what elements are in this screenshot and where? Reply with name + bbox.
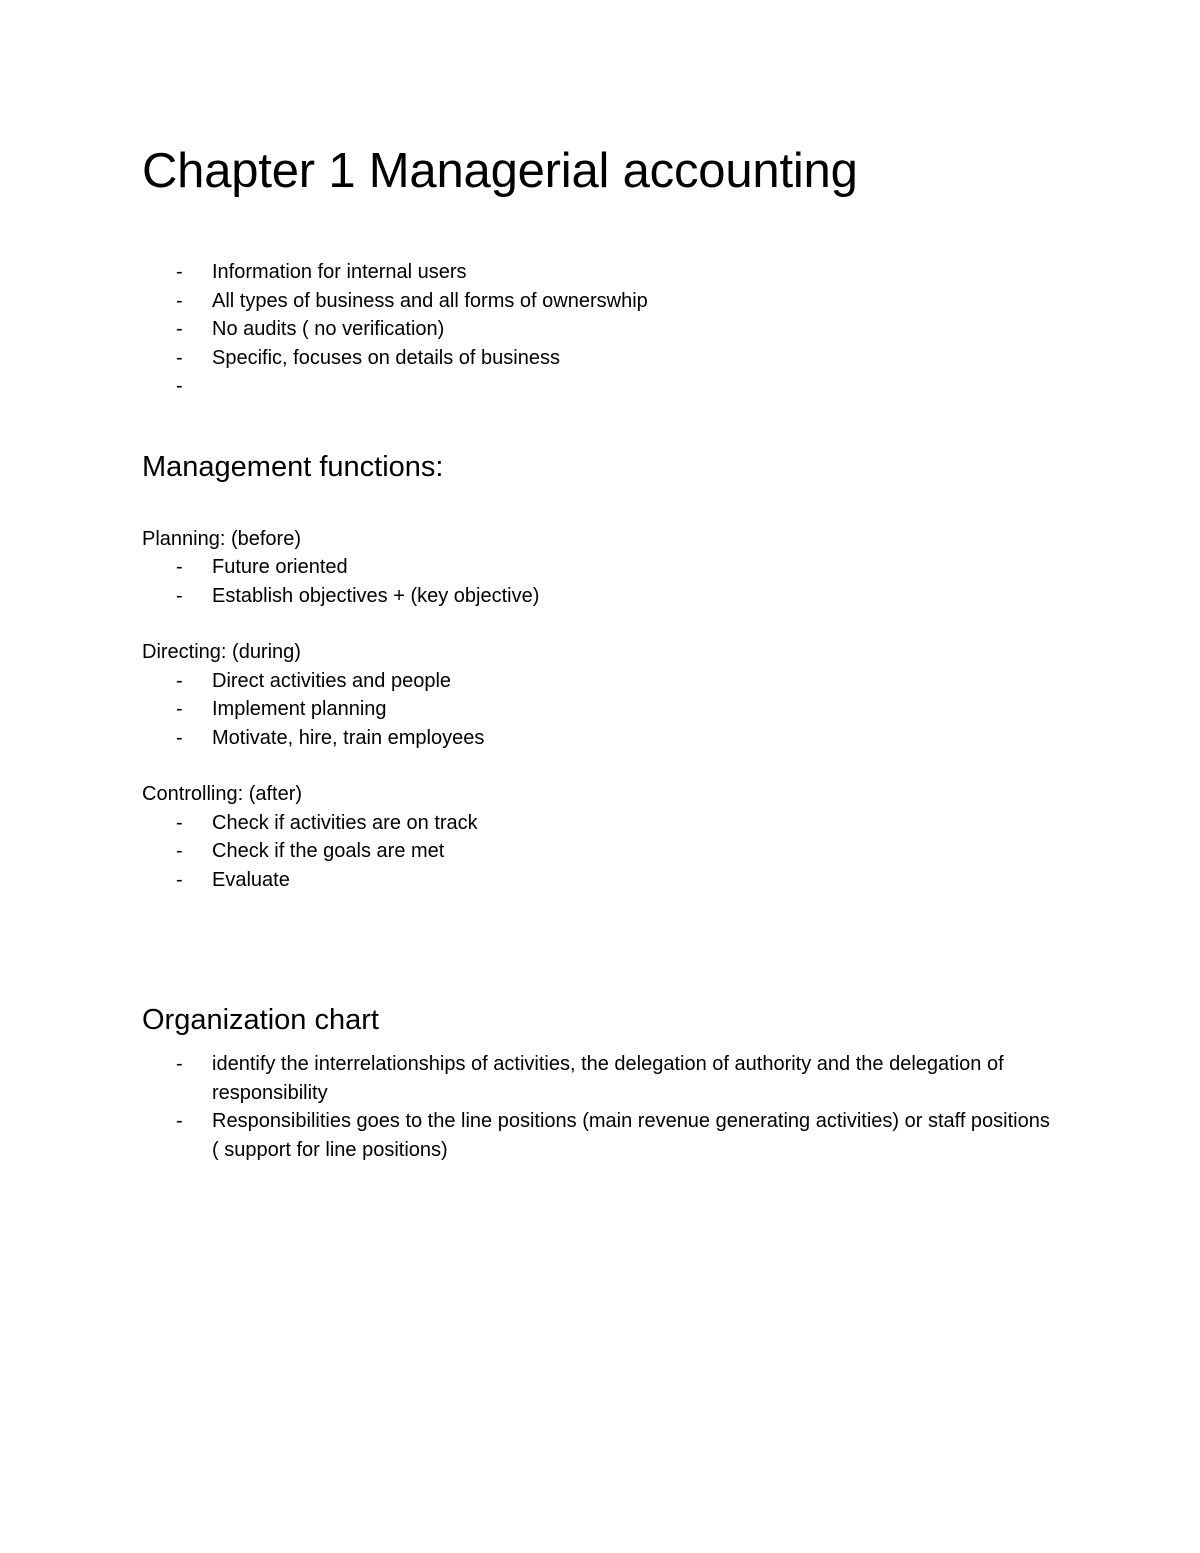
list-item-text: Evaluate xyxy=(212,868,290,891)
directing-label: Directing: (during) xyxy=(142,641,301,663)
list-item-text: Check if activities are on track xyxy=(212,811,478,834)
list-item xyxy=(142,315,1062,344)
bullet-marker: - xyxy=(176,698,183,720)
list-item-text: identify the interrelationships of activities, the delegation of authority and the delegation of responsibility xyxy=(212,1053,1004,1104)
planning-label: Planning: (before) xyxy=(142,527,301,550)
section-heading-organization-chart: Organization chart xyxy=(142,1004,379,1036)
section-heading-management: Management functions: xyxy=(142,450,444,483)
bullet-marker: - xyxy=(176,289,183,312)
bullet-marker: - xyxy=(176,811,183,834)
list-item xyxy=(142,866,1062,895)
controlling-label: Controlling: (after) xyxy=(142,783,303,805)
list-item-text: All types of business and all forms of ownerswhip xyxy=(212,289,648,312)
list-item xyxy=(142,667,1062,696)
list-item-text: Check if the goals are met xyxy=(212,840,445,862)
list-item xyxy=(142,344,1062,373)
list-item-text: Responsibilities goes to the line positions (main revenue generating activities) or staff positions ( support for line positions) xyxy=(212,1110,1050,1161)
list-item xyxy=(142,287,1062,316)
page-title: Chapter 1 Managerial accounting xyxy=(142,144,858,198)
bullet-marker: - xyxy=(176,584,183,607)
bullet-marker: - xyxy=(176,318,183,340)
list-item xyxy=(142,837,1062,866)
list-item xyxy=(142,582,1062,611)
list-item xyxy=(142,1107,1062,1164)
list-item-text: Establish objectives + (key objective) xyxy=(212,584,540,607)
organization-chart-bullet-list xyxy=(142,1050,1062,1164)
bullet-marker: - xyxy=(176,840,183,862)
list-item-text: No audits ( no verification) xyxy=(212,318,445,340)
list-item xyxy=(142,724,1062,753)
list-item xyxy=(142,258,1062,287)
intro-bullet-list xyxy=(142,258,1062,401)
document-content xyxy=(142,141,1062,1164)
bullet-marker: - xyxy=(176,346,183,369)
list-item xyxy=(142,809,1062,838)
bullet-marker: - xyxy=(176,261,183,283)
list-item-text: Specific, focuses on details of business xyxy=(212,346,560,369)
planning-bullet-list xyxy=(142,553,1062,610)
bullet-marker: - xyxy=(176,868,183,891)
bullet-marker: - xyxy=(176,1110,183,1132)
controlling-bullet-list xyxy=(142,809,1062,895)
bullet-marker: - xyxy=(176,669,183,692)
list-item-text: Implement planning xyxy=(212,698,387,720)
list-item-text: Information for internal users xyxy=(212,261,467,283)
bullet-marker: - xyxy=(176,375,183,397)
list-item-text: Motivate, hire, train employees xyxy=(212,726,485,749)
list-item xyxy=(142,553,1062,582)
list-item-text: Future oriented xyxy=(212,556,348,578)
directing-bullet-list xyxy=(142,667,1062,753)
bullet-marker: - xyxy=(176,1053,183,1075)
bullet-marker: - xyxy=(176,726,183,749)
list-item xyxy=(142,695,1062,724)
list-item-text: Direct activities and people xyxy=(212,669,452,692)
list-item xyxy=(142,1050,1062,1107)
bullet-marker: - xyxy=(176,556,183,578)
list-item-empty xyxy=(142,372,1062,401)
